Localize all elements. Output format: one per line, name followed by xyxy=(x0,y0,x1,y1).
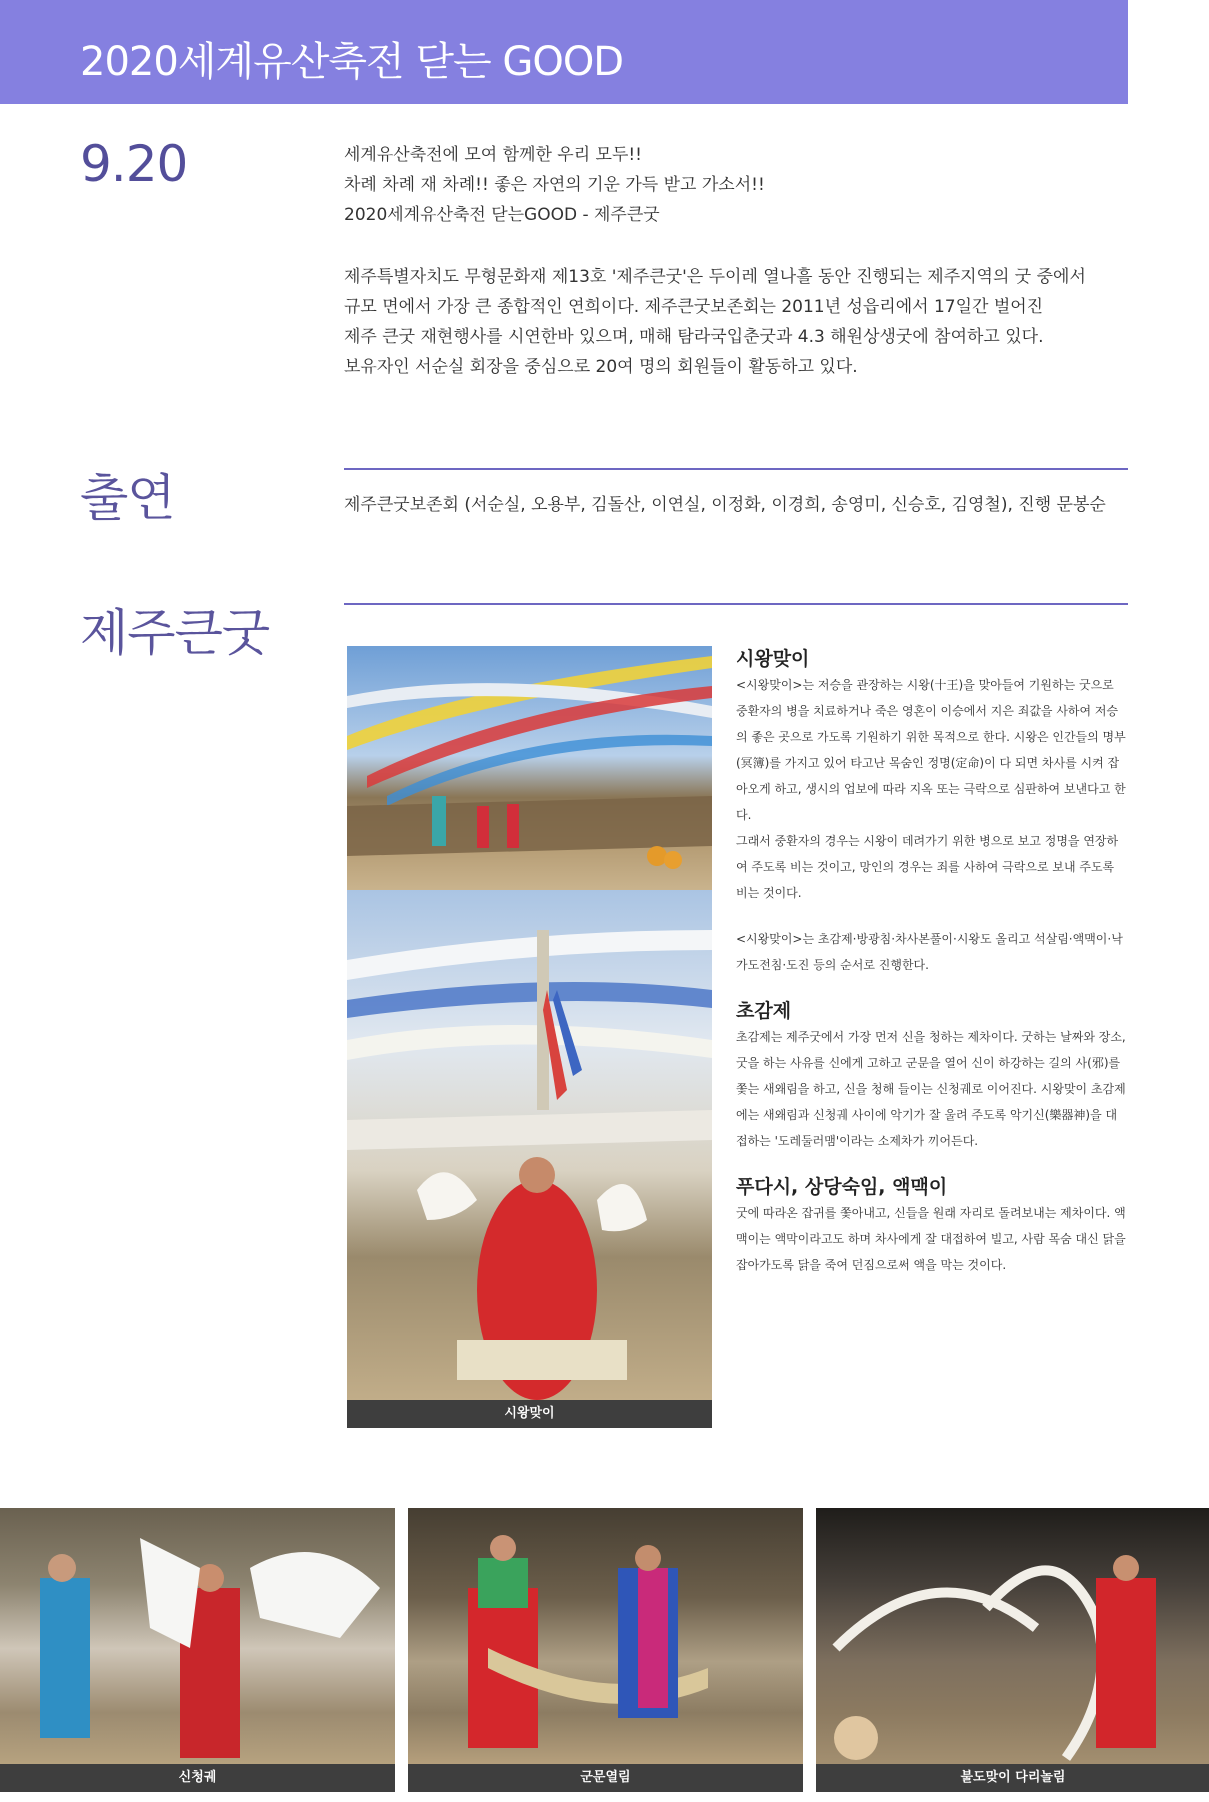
bottom-photo-caption: 군문열림 xyxy=(408,1764,803,1792)
jeju-section-label: 제주큰굿 xyxy=(80,604,270,662)
bottom-photo-caption: 불도맞이 다리놀림 xyxy=(816,1764,1209,1792)
divider xyxy=(344,603,1128,605)
ritual-paragraph: 그래서 중환자의 경우는 시왕이 데려가기 위한 병으로 보고 정명을 연장하여 주도록 비는 것이고, 망인의 경우는 죄를 사하여 극락으로 보내 주도록 비는 것이다. xyxy=(736,834,1119,900)
page-title: 2020세계유산축전 닫는 GOOD xyxy=(80,39,624,85)
ritual-paragraph: 굿에 따라온 잡귀를 쫓아내고, 신들을 원래 자리로 돌려보내는 제차이다. 액맥이는 액막이라고도 하며 차사에게 잘 대접하여 빌고, 사람 목숨 대신 닭을 잡아가도록 닭을 죽여 던짐으로써 액을 막는 것이다. xyxy=(736,1206,1126,1272)
ritual-paragraph: <시왕맞이>는 초감제·방광침·차사본풀이·시왕도 올리고 석살림·액맥이·낙가도전침·도진 등의 순서로 진행한다. xyxy=(736,932,1123,972)
main-photo-caption: 시왕맞이 xyxy=(347,1400,712,1428)
intro-description-line: 제주특별자치도 무형문화재 제13호 '제주큰굿'은 두이레 열나흘 동안 진행되는 제주지역의 굿 중에서 xyxy=(344,267,1086,287)
ritual-section xyxy=(736,1174,1128,1278)
bottom-photo-caption: 신청궤 xyxy=(0,1764,395,1792)
intro-description-line: 제주 큰굿 재현행사를 시연한바 있으며, 매해 탐라국입춘굿과 4.3 해원상생굿에 참여하고 있다. xyxy=(344,327,1044,347)
buldomaji-photo xyxy=(816,1508,1209,1764)
ritual-descriptions xyxy=(736,646,1128,1298)
sincheonggwe-photo xyxy=(0,1508,395,1764)
performers-list: 제주큰굿보존회 (서순실, 오용부, 김돌산, 이연실, 이정화, 이경희, 송영미, 신승호, 김영철), 진행 문봉순 xyxy=(344,495,1106,515)
siwangmaji-photo-bottom xyxy=(347,890,712,1400)
page-header xyxy=(0,0,1128,104)
intro-description-line: 보유자인 서순실 회장을 중심으로 20여 명의 회원들이 활동하고 있다. xyxy=(344,357,858,377)
ritual-section xyxy=(736,646,1128,978)
ritual-paragraph: 초감제는 제주굿에서 가장 먼저 신을 청하는 제차이다. 굿하는 날짜와 장소, 굿을 하는 사유를 신에게 고하고 군문을 열어 신이 하강하는 길의 사(邪)를 쫓는 새왜림을 하고, 신을 청해 들이는 신청궤로 이어진다. 시왕맞이 초감제에는 새왜림과 신청궤 사이에 악기가 잘 울려 주도록 악기신(樂器神)을 대접하는 '도레둘러맴'이라는 소제차가 끼어든다. xyxy=(736,1030,1126,1148)
siwangmaji-photo-top xyxy=(347,646,712,890)
intro-line: 차례 차례 재 차례!! 좋은 자연의 기운 가득 받고 가소서!! xyxy=(344,175,765,195)
event-date: 9.20 xyxy=(80,135,188,193)
ritual-title: 푸다시, 상당숙임, 액맥이 xyxy=(736,1176,948,1198)
ritual-paragraph: <시왕맞이>는 저승을 관장하는 시왕(十王)을 맞아들여 기원하는 굿으로 중환자의 병을 치료하거나 죽은 영혼이 이승에서 지은 죄값을 사하여 저승의 좋은 곳으로 가도록 기원하기 위한 목적으로 한다. 시왕은 인간들의 명부(冥簿)를 가지고 있어 타고난 목숨인 정명(定命)이 다 되면 차사를 시켜 잡아오게 하고, 생시의 업보에 따라 지옥 또는 극락으로 심판하여 보낸다고 한다. xyxy=(736,678,1126,822)
intro-text xyxy=(344,140,1124,382)
ritual-section xyxy=(736,998,1128,1154)
ritual-title: 초감제 xyxy=(736,1000,792,1022)
performers-label: 출연 xyxy=(80,469,175,527)
divider xyxy=(344,468,1128,470)
ritual-title: 시왕맞이 xyxy=(736,648,810,670)
intro-line: 2020세계유산축전 닫는GOOD - 제주큰굿 xyxy=(344,205,660,225)
gunmunyeollim-photo xyxy=(408,1508,803,1764)
intro-description-line: 규모 면에서 가장 큰 종합적인 연희이다. 제주큰굿보존회는 2011년 성읍리에서 17일간 벌어진 xyxy=(344,297,1044,317)
intro-line: 세계유산축전에 모여 함께한 우리 모두!! xyxy=(344,145,642,165)
